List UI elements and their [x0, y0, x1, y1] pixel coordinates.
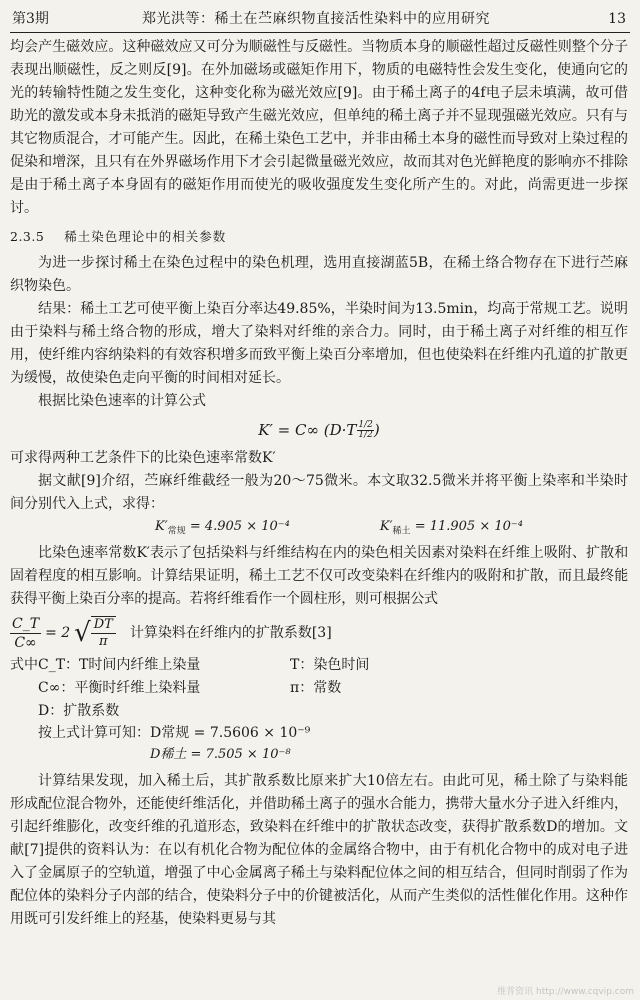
paragraph: 为进一步探讨稀土在染色过程中的染色机理，选用直接湖蓝5B，在稀土络合物存在下进行苎麻织物染色。 — [10, 255, 628, 294]
k-values — [10, 516, 628, 542]
square-root — [74, 616, 116, 650]
k-normal-value: = 4.905 × 10⁻⁴ — [189, 518, 290, 534]
k-rare-earth — [380, 515, 523, 544]
formula-diffusion — [10, 611, 628, 655]
radicand — [91, 616, 116, 650]
radical-sign: √ — [74, 617, 91, 648]
formula-close-paren: ) — [373, 420, 380, 439]
definition-t: T：染色时间 — [290, 657, 370, 673]
formula-caption: 计算染料在纤维内的扩散系数[3] — [129, 624, 332, 641]
radicand-denominator: π — [99, 634, 108, 649]
paragraph: 计算结果发现，加入稀土后，其扩散系数比原来扩大10倍左右。由此可见，稀土除了与染料能形成配位混合物外，还能使纤维活化，并借助稀土离子的强水合能力，携带大量水分子进入纤维内，引起纤维膨化，改变纤维的孔道形态，致染料在纤维中的扩散状态改变，获得扩散系数D的增加。文献[7]提供的资料认为：在以有机化合物为配位体的金属络合物中，由于有机化合物中的成对电子进入了金属原子的空轨道，增强了中心金属离子稀土与染料配位体之间的相互结合，但同时削弱了作为配位体的染料分子内部的结合，使染料分子中的价键被活化，从而产生类似的活性催化作用。这种作用既可引发纤维上的羟基，使染料更易与其 — [10, 773, 628, 927]
ratio-numerator: C_T — [12, 615, 40, 632]
definition-pi: π：常数 — [290, 680, 342, 696]
page-number: 13 — [608, 11, 626, 27]
calc-result-normal: 按上式计算可知：D常规 = 7.5606 × 10⁻⁹ — [38, 725, 311, 741]
paragraph: 可求得两种工艺条件下的比染色速率常数K′ — [10, 450, 276, 466]
definition-cinf: C∞：平衡时纤维上染料量 — [38, 680, 201, 696]
ratio-fraction — [10, 615, 41, 652]
k-re-value: = 11.905 × 10⁻⁴ — [414, 518, 523, 534]
paragraph: 根据比染色速率的计算公式 — [38, 393, 206, 409]
section-number: 2.3.5 — [10, 229, 45, 244]
issue-number: 第3期 — [12, 11, 49, 27]
k-normal-subscript: 常规 — [167, 526, 186, 537]
article-body — [10, 36, 628, 931]
formula-specific-dyeing-rate — [10, 413, 628, 447]
section-heading — [10, 225, 628, 248]
definition-d: D：扩散系数 — [38, 703, 120, 719]
paragraph: 比染色速率常数K′表示了包括染料与纤维结构在内的染色相关因素对染料在纤维上吸附、扩散和固着程度的相互影响。计算结果证明，稀土工艺不仅可改变染料在纤维内的吸附和扩散，而且最终能获得平衡上染百分率的提高。若将纤维看作一个圆柱形，则可根据公式 — [10, 545, 628, 607]
definition-blank — [290, 701, 628, 722]
paragraph: 结果：稀土工艺可使平衡上染百分率达49.85%，半染时间为13.5min，均高于常规工艺。说明由于染料与稀土络合物的形成，增大了染料对纤维的亲合力。同时，由于稀土离子对纤维的相互作用，使纤维内容纳染料的有效容积增多而致平衡上染百分率增加，但也使染料在纤维内孔道的扩散更为缓慢，故使染色走向平衡的时间相对延长。 — [10, 301, 628, 386]
paragraph: 均会产生磁效应。这种磁效应又可分为顺磁性与反磁性。当物质本身的顺磁性超过反磁性则整个分子表现出顺磁性，反之则反[9]。在外加磁场或磁矩作用下，物质的电磁特性会发生变化，使通向它的光的转输特性随之发生变化，这种变化称为磁光效应[9]。由于稀土离子的4f电子层未填满，故可借助光的激发或本身未抵消的磁矩导致产生磁光效应，但单纯的稀土离子并不显现强磁光效应。只有与其它物质混合，才可能产生。因此，在稀土染色工艺中，并非由稀土本身的磁性而导致对上染过程的促染和增深，且只有在外界磁场作用下才会引起微量磁光效应，故而其对色光鲜艳度的影响亦不排除是由于稀土离子本身固有的磁矩作用而使光的吸收强度发生变化所产生的。对此，尚需更进一步探讨。 — [10, 39, 628, 216]
diffusion-equation — [10, 615, 116, 652]
article-title: 郑光洪等：稀土在苎麻织物直接活性染料中的应用研究 — [142, 11, 490, 27]
k-normal — [155, 515, 290, 544]
formula-text: K′ = C∞ (D·T — [258, 420, 357, 439]
ratio-denominator: C∞ — [14, 634, 37, 651]
paragraph: 据文献[9]介绍，苎麻纤维截经一般为20～75微米。本文取32.5微米并将平衡上染率和半染时间分别代入上式，求得： — [10, 473, 628, 512]
k-re-symbol: K′ — [379, 518, 393, 534]
k-re-subscript: 稀土 — [392, 526, 411, 537]
radicand-numerator: DT — [91, 617, 116, 634]
running-header — [10, 6, 630, 33]
watermark: 维普资讯 http://www.cqvip.com — [497, 987, 634, 997]
equals-two: = 2 — [45, 624, 71, 641]
symbol-definitions — [10, 655, 628, 722]
calc-result-rare-earth: D稀土 = 7.505 × 10⁻⁸ — [150, 747, 291, 762]
k-normal-symbol: K′ — [155, 518, 168, 534]
exponent-denominator: 1/2 — [358, 429, 373, 440]
formula-exponent — [357, 421, 373, 440]
section-title: 稀土染色理论中的相关参数 — [64, 229, 227, 244]
definition-ct: 式中C_T：T时间内纤维上染量 — [10, 657, 201, 673]
exponent-numerator: 1/2 — [358, 419, 373, 430]
